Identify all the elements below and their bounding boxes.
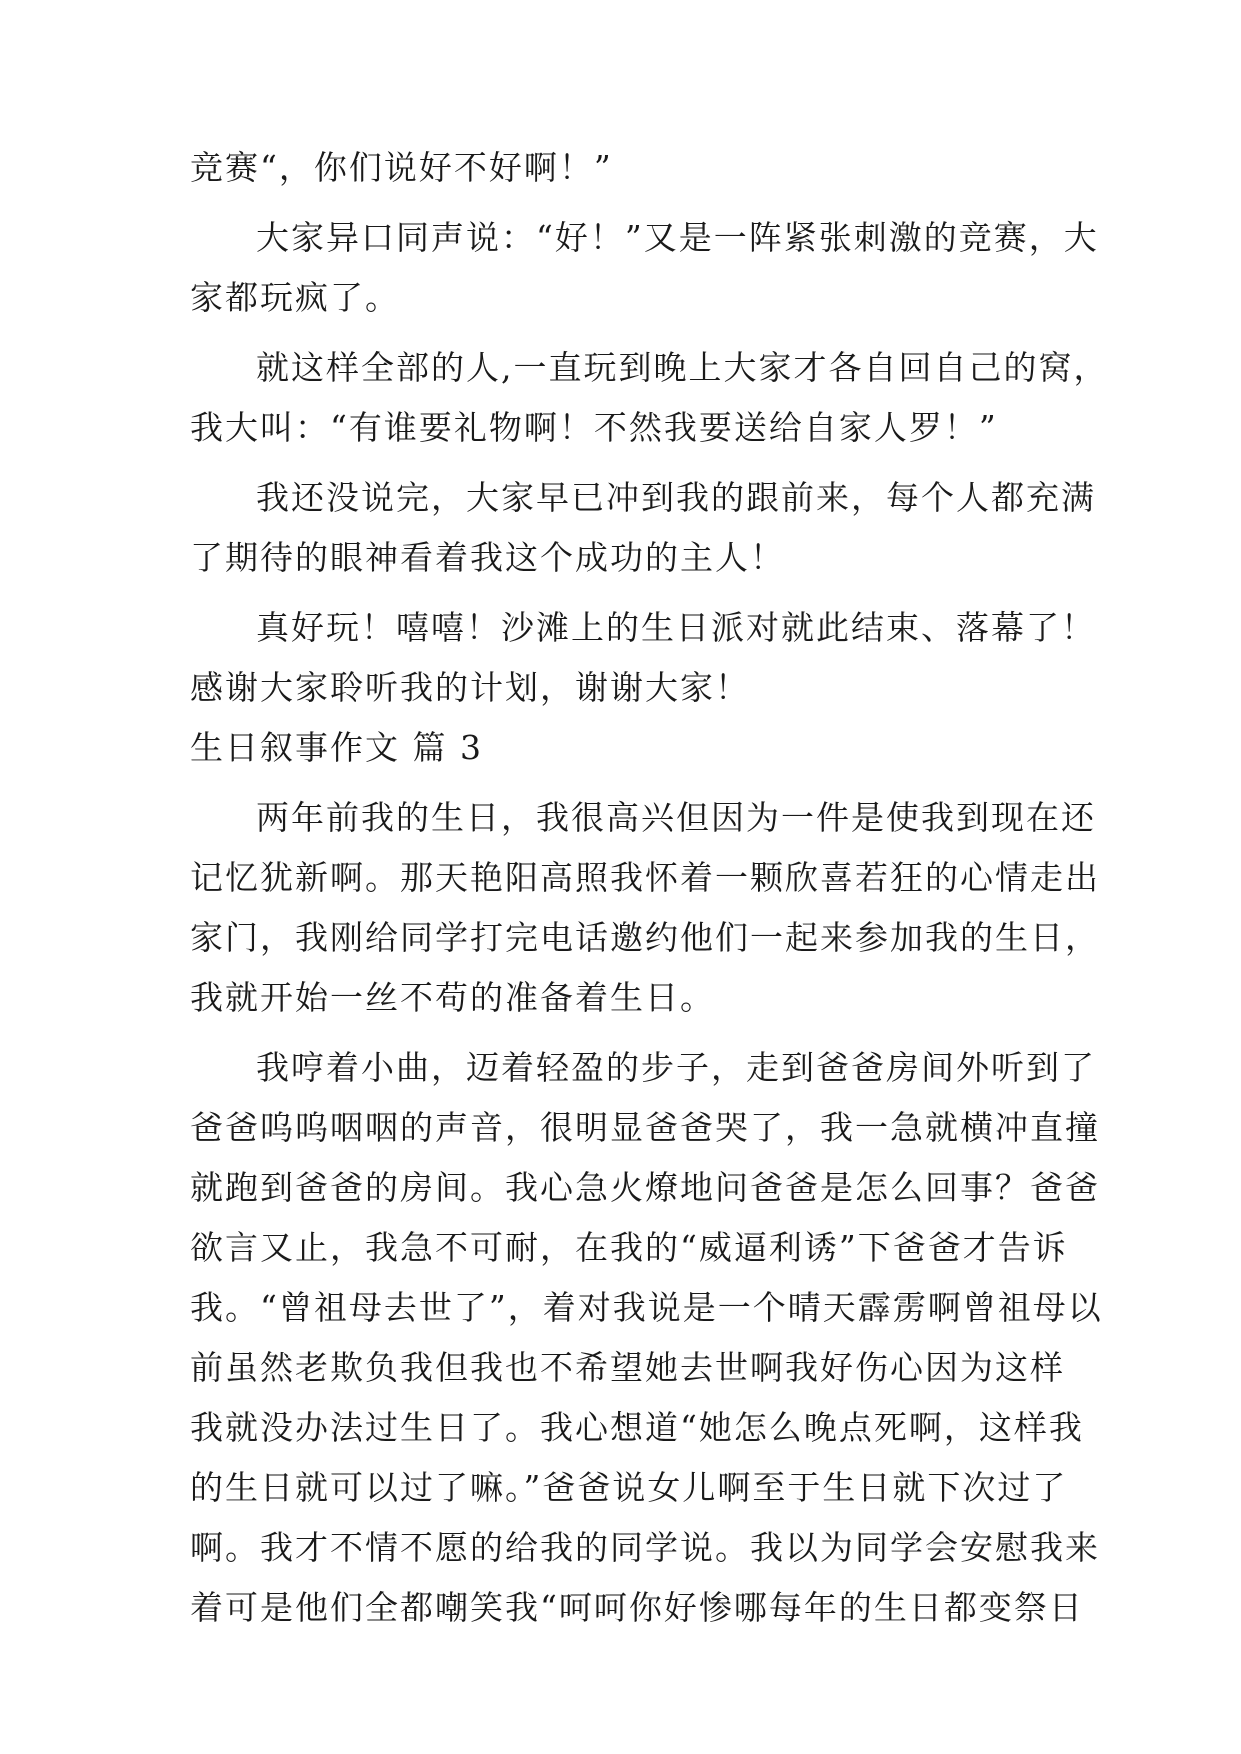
paragraph-line: 记忆犹新啊。那天艳阳高照我怀着一颗欣喜若狂的心情走出 (190, 858, 1100, 897)
paragraph-line: 欲言又止，我急不可耐，在我的“威逼利诱”下爸爸才告诉 (190, 1228, 1068, 1267)
paragraph-line: 的生日就可以过了嘛。”爸爸说女儿啊至于生日就下次过了 (190, 1468, 1068, 1507)
paragraph-line: 爸爸呜呜咽咽的声音，很明显爸爸哭了，我一急就横冲直撞 (190, 1108, 1100, 1147)
paragraph-line: 着可是他们全都嘲笑我“呵呵你好惨哪每年的生日都变祭日 (190, 1588, 1084, 1627)
paragraph-line: 我就开始一丝不苟的准备着生日。 (190, 978, 715, 1017)
paragraph-line: 大家异口同声说：“好！”又是一阵紧张刺激的竞赛，大 (256, 218, 1099, 257)
paragraph-line: 了期待的眼神看着我这个成功的主人！ (190, 538, 785, 577)
paragraph-line: 我。“曾祖母去世了”，着对我说是一个晴天霹雳啊曾祖母以 (190, 1288, 1103, 1327)
paragraph-line: 就这样全部的人,一直玩到晚上大家才各自回自己的窝， (256, 348, 1109, 387)
paragraph-line: 感谢大家聆听我的计划，谢谢大家！ (190, 668, 750, 707)
section-heading: 生日叙事作文 篇 3 (190, 728, 483, 767)
document-body (190, 138, 1109, 1638)
paragraph-line: 家门，我刚给同学打完电话邀约他们一起来参加我的生日， (190, 918, 1100, 957)
paragraph-line: 我大叫：“有谁要礼物啊！不然我要送给自家人罗！” (190, 408, 998, 447)
paragraph-line: 两年前我的生日，我很高兴但因为一件是使我到现在还 (256, 798, 1096, 837)
paragraph-line: 竞赛“，你们说好不好啊！” (190, 148, 613, 187)
paragraph-line: 我哼着小曲，迈着轻盈的步子，走到爸爸房间外听到了 (256, 1048, 1096, 1087)
paragraph-line: 我还没说完，大家早已冲到我的跟前来，每个人都充满 (256, 478, 1096, 517)
paragraph-line: 就跑到爸爸的房间。我心急火燎地问爸爸是怎么回事？爸爸 (190, 1168, 1100, 1207)
paragraph-line: 前虽然老欺负我但我也不希望她去世啊我好伤心因为这样 (190, 1348, 1065, 1387)
paragraph-line: 啊。我才不情不愿的给我的同学说。我以为同学会安慰我来 (190, 1528, 1100, 1567)
paragraph-line: 家都玩疯了。 (190, 278, 400, 317)
paragraph-line: 真好玩！嘻嘻！沙滩上的生日派对就此结束、落幕了！ (256, 608, 1096, 647)
paragraph-line: 我就没办法过生日了。我心想道“她怎么晚点死啊，这样我 (190, 1408, 1084, 1447)
